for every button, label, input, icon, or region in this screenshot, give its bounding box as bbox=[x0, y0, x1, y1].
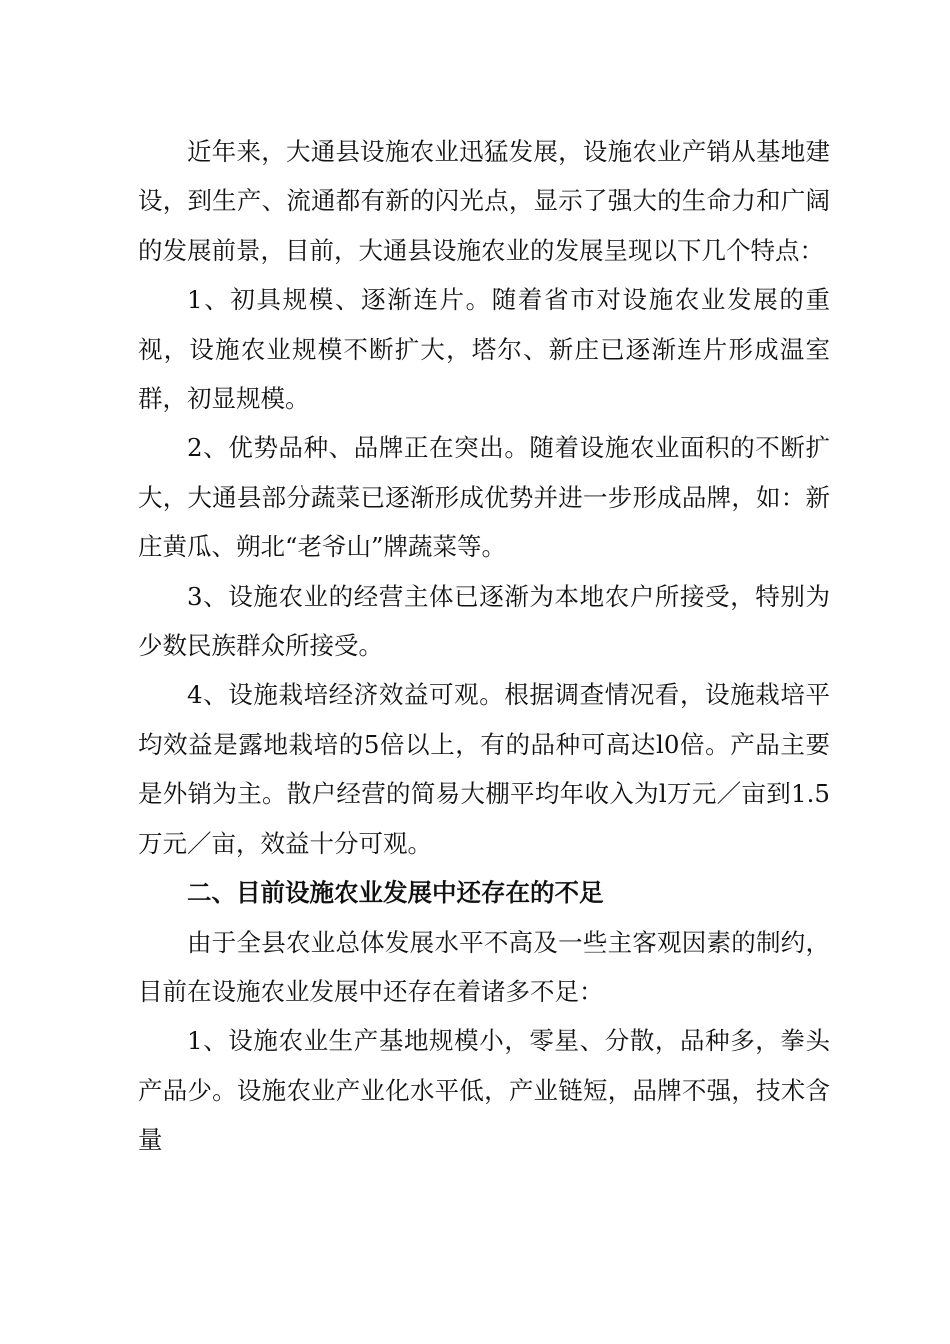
feature-paragraph-3: 3、设施农业的经营主体已逐渐为本地农户所接受，特别为少数民族群众所接受。 bbox=[138, 581, 830, 661]
document-body bbox=[138, 127, 830, 1165]
intro-paragraph: 近年来，大通县设施农业迅猛发展，设施农业产销从基地建设，到生产、流通都有新的闪光点，显示了强大的生命力和广阔的发展前景，目前，大通县设施农业的发展呈现以下几个特点： bbox=[138, 137, 830, 265]
section-heading: 二、目前设施农业发展中还存在的不足 bbox=[187, 878, 604, 908]
shortcoming-paragraph-1: 1、设施农业生产基地规模小，零星、分散，品种多，拳头产品少。设施农业产业化水平低，产业链短，品牌不强，技术含量 bbox=[138, 1026, 830, 1155]
feature-paragraph-2: 2、优势品种、品牌正在突出。随着设施农业面积的不断扩大，大通县部分蔬菜已逐渐形成优势并进一步形成品牌，如：新庄黄瓜、朔北“老爷山”牌蔬菜等。 bbox=[138, 433, 830, 562]
feature-paragraph-4: 4、设施栽培经济效益可观。根据调查情况看，设施栽培平均效益是露地栽培的5倍以上，有的品种可高达l0倍。产品主要是外销为主。散户经营的简易大棚平均年收入为l万元／亩到1.5万元／亩，效益十分可观。 bbox=[138, 680, 830, 858]
feature-paragraph-1: 1、初具规模、逐渐连片。随着省市对设施农业发展的重视，设施农业规模不断扩大，塔尔、新庄已逐渐连片形成温室群，初显规模。 bbox=[138, 285, 830, 414]
shortcomings-intro-paragraph: 由于全县农业总体发展水平不高及一些主客观因素的制约，目前在设施农业发展中还存在着诸多不足： bbox=[138, 927, 830, 1006]
